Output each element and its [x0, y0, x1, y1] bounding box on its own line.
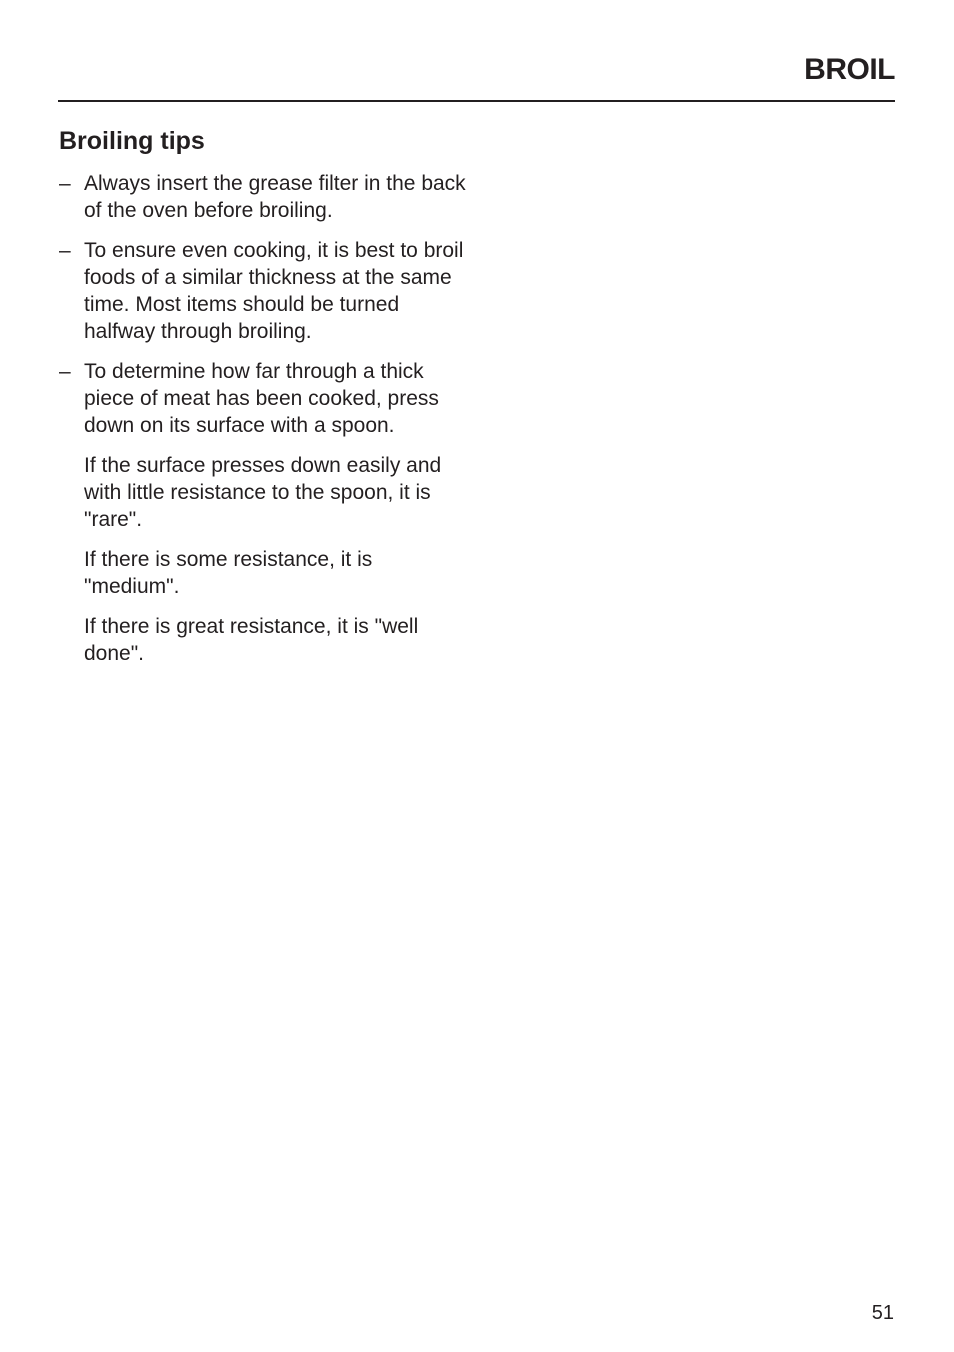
header-divider	[58, 100, 895, 102]
chapter-title: BROIL	[804, 53, 895, 86]
doneness-rare-paragraph: If the surface presses down easily and with little resistance to the spoon, it is "rare".	[84, 454, 442, 531]
doneness-medium-paragraph: If there is some resistance, it is "medium".	[84, 548, 373, 598]
tip-item	[59, 170, 469, 224]
tip-item	[59, 237, 469, 345]
dash-bullet: –	[59, 360, 71, 383]
section-heading: Broiling tips	[59, 127, 205, 155]
tip-item	[59, 358, 469, 439]
tip-text: To ensure even cooking, it is best to broil foods of a similar thickness at the same time. Most items should be turned halfway through broiling.	[84, 239, 464, 343]
page-number: 51	[871, 1302, 894, 1324]
tip-text: To determine how far through a thick piece of meat has been cooked, press down on its surface with a spoon.	[84, 360, 439, 437]
tip-text: Always insert the grease filter in the back of the oven before broiling.	[84, 172, 466, 222]
doneness-well-done-paragraph: If there is great resistance, it is "well done".	[84, 615, 419, 665]
broiling-tips-content	[59, 170, 469, 680]
dash-bullet: –	[59, 172, 71, 195]
dash-bullet: –	[59, 239, 71, 262]
